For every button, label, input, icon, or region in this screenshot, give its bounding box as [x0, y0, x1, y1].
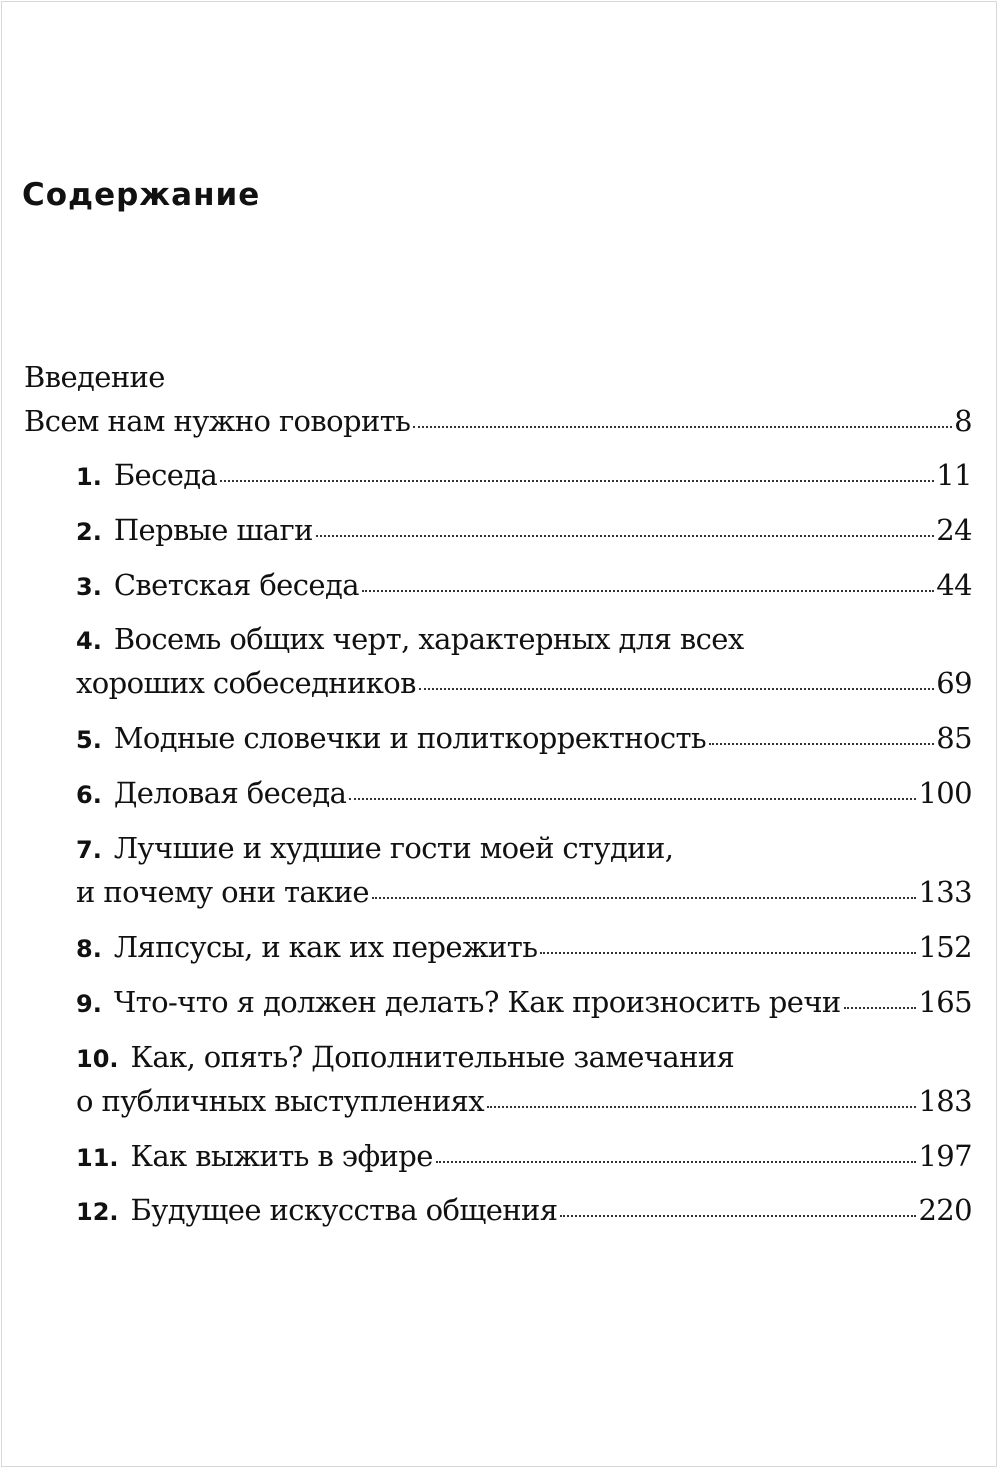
toc-entry-chapter-7-line1[interactable]	[76, 826, 972, 870]
chapter-number: 2.	[76, 518, 102, 546]
page-number: 8	[954, 404, 972, 438]
page-number: 220	[918, 1193, 972, 1227]
page-title: Содержание	[22, 177, 261, 213]
entry-title: Что-что я должен делать? Как произносить речи	[113, 985, 841, 1019]
toc-entry-chapter-4-line1[interactable]	[76, 617, 972, 661]
page-number: 197	[918, 1139, 972, 1173]
toc-entry-chapter-4-line2[interactable]	[76, 661, 972, 705]
entry-title: Лучшие и худшие гости моей студии,	[113, 831, 674, 865]
dot-leader	[709, 743, 934, 745]
chapter-number: 12.	[76, 1198, 119, 1226]
chapter-number: 8.	[76, 935, 102, 963]
toc-entry-chapter-7-line2[interactable]	[76, 870, 972, 914]
entry-title-continued: о публичных выступлениях	[76, 1084, 485, 1118]
toc-entry-chapter-9[interactable]	[76, 980, 972, 1024]
entry-title: Будущее искусства общения	[130, 1193, 558, 1227]
chapter-number: 7.	[76, 836, 102, 864]
page-number: 152	[918, 930, 972, 964]
toc-entry-chapter-10-line1[interactable]	[76, 1035, 972, 1079]
chapter-number: 5.	[76, 726, 102, 754]
chapter-number: 4.	[76, 627, 102, 655]
dot-leader	[560, 1215, 916, 1217]
toc-entry-chapter-6[interactable]	[76, 771, 972, 815]
toc-entry-chapter-3[interactable]	[76, 563, 972, 607]
chapter-number: 1.	[76, 463, 102, 491]
entry-title: Восемь общих черт, характерных для всех	[113, 622, 744, 656]
page-number: 100	[918, 776, 972, 810]
chapter-number: 3.	[76, 573, 102, 601]
page-number: 183	[918, 1084, 972, 1118]
page-number: 69	[936, 666, 972, 700]
chapter-number: 11.	[76, 1144, 119, 1172]
toc-entry-chapter-8[interactable]	[76, 925, 972, 969]
entry-title: Первые шаги	[113, 513, 313, 547]
dot-leader	[362, 590, 934, 592]
dot-leader	[349, 798, 916, 800]
page-number: 133	[918, 875, 972, 909]
page-number: 24	[936, 513, 972, 547]
dot-leader	[316, 535, 934, 537]
dot-leader	[487, 1106, 916, 1108]
dot-leader	[436, 1161, 917, 1163]
entry-title-continued: и почему они такие	[76, 875, 369, 909]
chapter-number: 10.	[76, 1045, 119, 1073]
chapter-number: 6.	[76, 781, 102, 809]
toc-entry-chapter-1[interactable]	[76, 453, 972, 497]
entry-title-continued: хороших собеседников	[76, 666, 416, 700]
toc-entry-chapter-12[interactable]	[76, 1188, 972, 1232]
page-number: 165	[918, 985, 972, 1019]
entry-title: Всем нам нужно говорить	[24, 404, 411, 438]
intro-heading-text: Введение	[24, 360, 165, 394]
dot-leader	[419, 688, 934, 690]
entry-title: Беседа	[113, 458, 218, 492]
entry-title: Деловая беседа	[113, 776, 347, 810]
toc-entry-chapter-5[interactable]	[76, 716, 972, 760]
intro-heading	[24, 355, 972, 399]
page-number: 85	[936, 721, 972, 755]
page-number: 44	[936, 568, 972, 602]
entry-title: Ляпсусы, и как их пережить	[113, 930, 538, 964]
toc-entry-chapter-2[interactable]	[76, 508, 972, 552]
toc-entry-intro[interactable]	[24, 399, 972, 443]
toc-entry-chapter-10-line2[interactable]	[76, 1079, 972, 1123]
entry-title: Как, опять? Дополнительные замечания	[130, 1040, 735, 1074]
entry-title: Светская беседа	[113, 568, 359, 602]
dot-leader	[220, 480, 934, 482]
entry-title: Модные словечки и политкорректность	[113, 721, 707, 755]
entry-title: Как выжить в эфире	[130, 1139, 433, 1173]
dot-leader	[844, 1007, 917, 1009]
dot-leader	[413, 426, 952, 428]
chapter-number: 9.	[76, 990, 102, 1018]
toc-entry-chapter-11[interactable]	[76, 1134, 972, 1178]
page-number: 11	[936, 458, 972, 492]
dot-leader	[540, 952, 916, 954]
dot-leader	[372, 897, 916, 899]
